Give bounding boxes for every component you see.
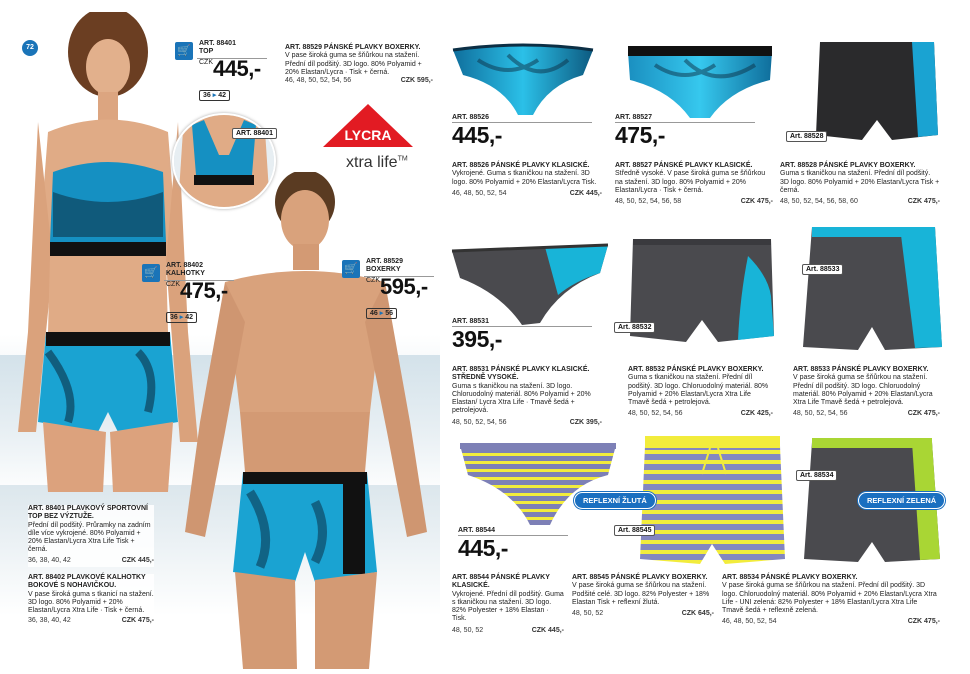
- cart-icon[interactable]: 🛒: [142, 264, 160, 282]
- top-back-art-tag: ART. 88401: [232, 128, 277, 139]
- desc-sizes: 36, 38, 40, 42: [28, 617, 71, 625]
- desc-price: CZK 595,-: [400, 77, 433, 85]
- desc-body: V pase široká guma se šňůrkou na stažení. Přední díl podšitý. 3D logo. 80% Polyamid + 20% Elastan/Lycra · Tisk + černá.: [285, 52, 422, 76]
- lycra-subtitle: xtra life: [346, 154, 398, 171]
- product-image-88526: [448, 40, 598, 120]
- art-number: ART. 88402: [166, 262, 203, 269]
- art-tag-88533: Art. 88533: [802, 264, 843, 275]
- desc-88526: ART. 88526 PÁNSKÉ PLAVKY KLASICKÉ. Vykrojené. Guma s tkaničkou na stažení. 3D logo. 80% Polyamid + 20% Elastan/Lycra Tisk. 46, 48, 50, 52, 54 CZK 445,-: [452, 162, 602, 197]
- desc-price: CZK 475,-: [121, 617, 154, 625]
- desc-88532: ART. 88532 PÁNSKÉ PLAVKY BOXERKY. Guma s tkaničkou na stažení. Přední díl podšitý. 3D logo. Chloruodolný materiál. 80% Polyamid + 20% Elastan/Lycra Xtra Life Tmavě šedá + petrolejová. 48, 50, 52, 54, 56 CZK 425,-: [628, 366, 773, 418]
- man-model-image: [165, 172, 435, 669]
- product-short-name: TOP: [199, 48, 214, 55]
- desc-88545: ART. 88545 PÁNSKÉ PLAVKY BOXERKY. V pase široká guma se šňůrkou na stažení. Podšité celé. 3D logo. 82% Polyester + 18% Elastan Tisk + reflexní žlutá. 48, 50, 52 CZK 645,-: [572, 574, 714, 618]
- desc-88531: ART. 88531 PÁNSKÉ PLAVKY KLASICKÉ. STŘEDNĚ VYSOKÉ. Guma s tkaničkou na stažení. 3D logo. Chloruodolný materiál. 80% Polyamid + 20% Elastan/ Lycra Xtra Life · Tmavě šedá + petrolejová. 48, 50, 52, 54, 56 CZK 395,-: [452, 366, 602, 426]
- desc-title: ART. 88401 PLAVKOVÝ SPORTOVNÍ TOP BEZ VÝZTUŽE.: [28, 505, 148, 521]
- cart-icon[interactable]: 🛒: [342, 260, 360, 278]
- desc-body: Přední díl podšitý. Průramky na zadním díle více vykrojené. 80% Polyamid + 20% Elastan/Lycra Xtra Life Tisk + černá.: [28, 521, 151, 554]
- desc-sizes: 36, 38, 40, 42: [28, 556, 71, 564]
- badge-reflex-yellow: REFLEXNÍ ŽLUTÁ: [574, 492, 656, 509]
- desc-88527: ART. 88527 PÁNSKÉ PLAVKY KLASICKÉ. Středně vysoké. V pase široká guma se šňůrkou na stažení. 3D logo. 80% Polyamid + 20% Elastan/Lycra · Tisk + černá. 48, 50, 52, 54, 56, 58 CZK 475,-: [615, 162, 773, 206]
- art-label-88531: ART. 88531 395,-: [452, 318, 592, 352]
- desc-88402: [28, 574, 154, 627]
- desc-title: ART. 88529 PÁNSKÉ PLAVKY BOXERKY.: [285, 44, 421, 51]
- badge-reflex-green: REFLEXNÍ ZELENÁ: [858, 492, 945, 509]
- desc-88544: ART. 88544 PÁNSKÉ PLAVKY KLASICKÉ. Vykrojené. Přední díl podšitý. Guma s tkaničkou na stažení. 3D logo. 82% Polyester + 18% Elastan · Tisk. 48, 50, 52 CZK 445,-: [452, 574, 564, 634]
- price: 395,-: [452, 326, 502, 352]
- size-range-chip: 46 ▸ 56: [366, 302, 397, 320]
- trademark: TM: [397, 155, 408, 163]
- art-label-88526: ART. 88526 445,-: [452, 114, 592, 148]
- lycra-logo: [318, 102, 438, 182]
- price: 595,-: [380, 274, 428, 299]
- price: 445,-: [452, 122, 502, 148]
- desc-sizes: 46, 48, 50, 52, 54, 56: [285, 77, 352, 85]
- product-short-name: KALHOTKY: [166, 270, 205, 277]
- product-short-name: BOXERKY: [366, 266, 401, 273]
- czk-label: CZK: [366, 277, 380, 284]
- desc-88529: [285, 44, 433, 87]
- desc-title: ART. 88402 PLAVKOVÉ KALHOTKY BOKOVÉ S NOHAVIČKOU.: [28, 574, 146, 590]
- art-tag-88528: Art. 88528: [786, 131, 827, 142]
- desc-price: CZK 445,-: [121, 556, 154, 564]
- product-image-88533: [800, 222, 945, 352]
- desc-88534: ART. 88534 PÁNSKÉ PLAVKY BOXERKY. V pase široká guma se šňůrkou na stažení. Přední díl podšitý. 3D logo. Chloruodolný materiál. 80% Polyamid + 20% Elastan/Lycra Xtra Life - UNI zelená: 82% Polyester + 18% Elastan/Lycra Xtra Life Tmavě šedá + reflexně zelená. 46, 48, 50, 52, 54 CZK 475,-: [722, 574, 940, 626]
- art-number: ART. 88401: [199, 40, 236, 47]
- desc-88401: [28, 505, 154, 567]
- price: 445,-: [213, 56, 261, 81]
- desc-body: V pase široká guma s tkanicí na stažení. 3D logo. 80% Polyamid + 20% Elastan/Lycra Xtra Life · Tisk + černá.: [28, 590, 154, 615]
- czk-label: CZK: [166, 281, 180, 288]
- lycra-wordmark: LYCRA: [344, 127, 392, 143]
- art-tag-88545: Art. 88545: [614, 525, 655, 536]
- czk-label: CZK: [199, 59, 213, 66]
- page-number: 72: [22, 40, 38, 56]
- cart-icon[interactable]: 🛒: [175, 42, 193, 60]
- product-image-88545: [640, 434, 785, 569]
- art-label-88544: ART. 88544 445,-: [458, 527, 568, 561]
- product-image-88527: [625, 40, 775, 120]
- price: 475,-: [180, 278, 228, 303]
- art-label-88527: ART. 88527 475,-: [615, 114, 755, 148]
- size-range-chip: 36 ▸ 42: [199, 84, 230, 102]
- art-tag-88532: Art. 88532: [614, 322, 655, 333]
- price: 445,-: [458, 535, 508, 561]
- price: 475,-: [615, 122, 665, 148]
- art-tag-88534: Art. 88534: [796, 470, 837, 481]
- product-image-88531: [450, 243, 610, 328]
- art-number: ART. 88529: [366, 258, 403, 265]
- size-range-chip: 36 ▸ 42: [166, 306, 197, 324]
- product-image-88528: [812, 40, 942, 140]
- desc-88528: ART. 88528 PÁNSKÉ PLAVKY BOXERKY. Guma s tkaničkou na stažení. Přední díl podšitý. 3D logo. 80% Polyamid + 20% Elastan/Lycra Tisk + černá. 48, 50, 52, 54, 56, 58, 60 CZK 475,-: [780, 162, 940, 206]
- desc-88533: ART. 88533 PÁNSKÉ PLAVKY BOXERKY. V pase široká guma se šňůrkou na stažení. Přední díl podšitý. 3D logo. Chloruodolný materiál. 80% Polyamid + 20% Elastan/Lycra Xtra Life Tmavě šedá + petrolejová. 48, 50, 52, 54, 56 CZK 475,-: [793, 366, 940, 418]
- product-image-88544: [458, 440, 618, 530]
